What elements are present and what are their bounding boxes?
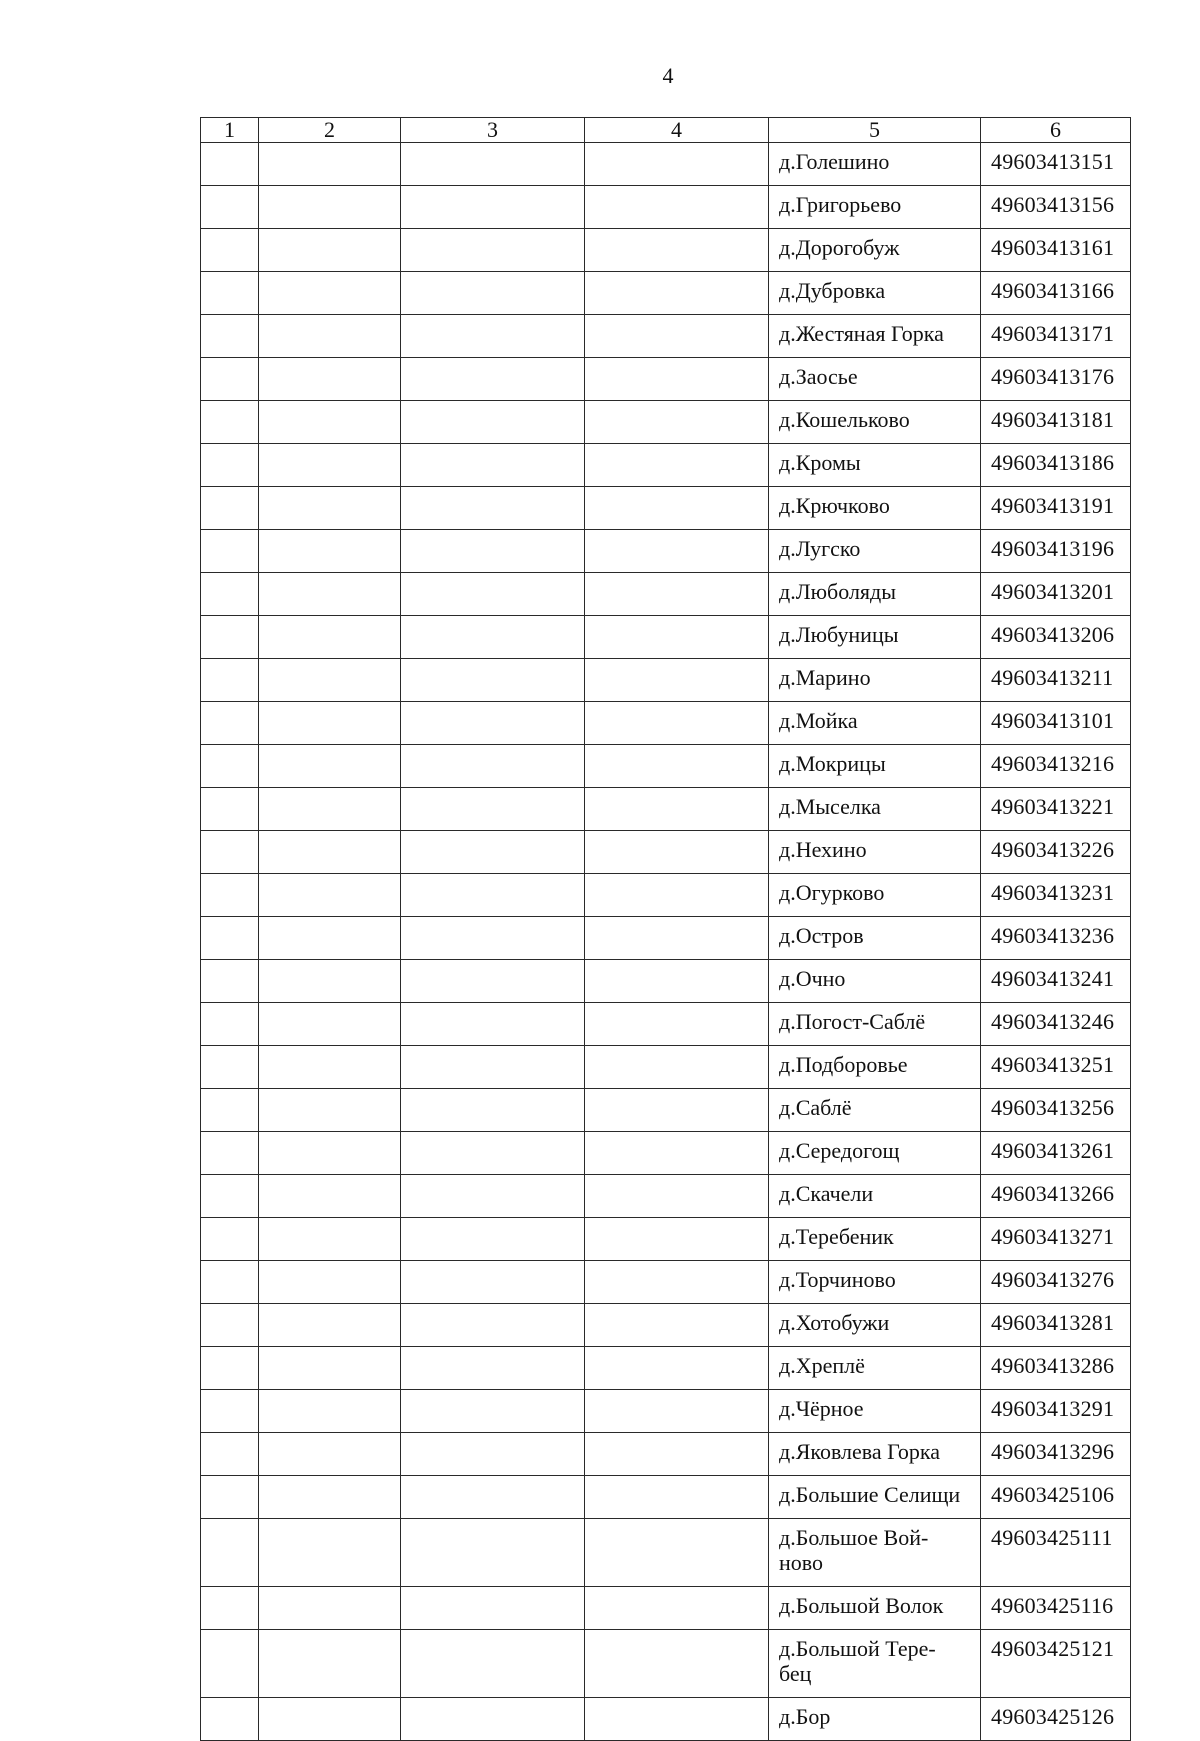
settlement-name: д.Подборовье: [769, 1046, 981, 1089]
settlement-code: 49603413196: [981, 530, 1131, 573]
empty-cell-col-4: [585, 1304, 769, 1347]
settlement-code: 49603425116: [981, 1587, 1131, 1630]
empty-cell-col-4: [585, 1347, 769, 1390]
settlement-code: 49603413191: [981, 487, 1131, 530]
settlement-name: д.Чёрное: [769, 1390, 981, 1433]
empty-cell-col-3: [401, 444, 585, 487]
column-number-1: 1: [201, 118, 259, 143]
table-row: [201, 573, 1131, 616]
empty-cell-col-2: [259, 401, 401, 444]
empty-cell-col-2: [259, 1304, 401, 1347]
settlement-name: д.Крючково: [769, 487, 981, 530]
empty-cell-col-4: [585, 186, 769, 229]
table-row: [201, 143, 1131, 186]
empty-cell-col-3: [401, 788, 585, 831]
empty-cell-col-4: [585, 831, 769, 874]
empty-cell-col-1: [201, 487, 259, 530]
empty-cell-col-4: [585, 702, 769, 745]
empty-cell-col-4: [585, 573, 769, 616]
settlement-name: д.Кромы: [769, 444, 981, 487]
settlement-code: 49603413151: [981, 143, 1131, 186]
empty-cell-col-3: [401, 1132, 585, 1175]
empty-cell-col-2: [259, 874, 401, 917]
empty-cell-col-4: [585, 1218, 769, 1261]
empty-cell-col-1: [201, 444, 259, 487]
settlement-code: 49603413176: [981, 358, 1131, 401]
empty-cell-col-4: [585, 616, 769, 659]
empty-cell-col-4: [585, 960, 769, 1003]
empty-cell-col-1: [201, 573, 259, 616]
empty-cell-col-1: [201, 960, 259, 1003]
table-row: [201, 960, 1131, 1003]
settlement-code: 49603413261: [981, 1132, 1131, 1175]
empty-cell-col-1: [201, 917, 259, 960]
empty-cell-col-2: [259, 831, 401, 874]
empty-cell-col-1: [201, 1519, 259, 1587]
settlement-name: д.Остров: [769, 917, 981, 960]
empty-cell-col-2: [259, 1089, 401, 1132]
empty-cell-col-1: [201, 616, 259, 659]
empty-cell-col-2: [259, 1261, 401, 1304]
settlement-code: 49603413291: [981, 1390, 1131, 1433]
table-row: [201, 186, 1131, 229]
empty-cell-col-4: [585, 315, 769, 358]
column-number-3: 3: [401, 118, 585, 143]
settlement-name: д.Большой Волок: [769, 1587, 981, 1630]
settlement-name: д.Голешино: [769, 143, 981, 186]
settlement-name: д.Нехино: [769, 831, 981, 874]
empty-cell-col-1: [201, 1476, 259, 1519]
empty-cell-col-1: [201, 1132, 259, 1175]
empty-cell-col-4: [585, 229, 769, 272]
empty-cell-col-2: [259, 487, 401, 530]
empty-cell-col-2: [259, 788, 401, 831]
empty-cell-col-3: [401, 874, 585, 917]
settlement-code: 49603413281: [981, 1304, 1131, 1347]
settlement-name: д.Хреплё: [769, 1347, 981, 1390]
empty-cell-col-3: [401, 1003, 585, 1046]
settlement-name: д.Лугско: [769, 530, 981, 573]
table-row: [201, 1046, 1131, 1089]
empty-cell-col-1: [201, 1046, 259, 1089]
settlement-code: 49603413181: [981, 401, 1131, 444]
table-body: [201, 143, 1131, 1741]
table-row: [201, 917, 1131, 960]
empty-cell-col-4: [585, 1261, 769, 1304]
empty-cell-col-1: [201, 1003, 259, 1046]
settlement-name: д.Бор: [769, 1698, 981, 1741]
empty-cell-col-3: [401, 186, 585, 229]
empty-cell-col-1: [201, 874, 259, 917]
settlement-name: д.Скачели: [769, 1175, 981, 1218]
table-row: [201, 272, 1131, 315]
empty-cell-col-3: [401, 831, 585, 874]
empty-cell-col-3: [401, 1175, 585, 1218]
empty-cell-col-4: [585, 1433, 769, 1476]
empty-cell-col-4: [585, 1698, 769, 1741]
empty-cell-col-3: [401, 530, 585, 573]
settlement-code: 49603413266: [981, 1175, 1131, 1218]
settlement-name: д.Жестяная Горка: [769, 315, 981, 358]
settlement-name: д.Огурково: [769, 874, 981, 917]
empty-cell-col-2: [259, 1132, 401, 1175]
empty-cell-col-3: [401, 401, 585, 444]
empty-cell-col-3: [401, 272, 585, 315]
settlement-name: д.Григорьево: [769, 186, 981, 229]
settlement-name: д.Марино: [769, 659, 981, 702]
empty-cell-col-4: [585, 745, 769, 788]
empty-cell-col-3: [401, 917, 585, 960]
empty-cell-col-2: [259, 1046, 401, 1089]
settlement-code: 49603413296: [981, 1433, 1131, 1476]
settlement-code: 49603413271: [981, 1218, 1131, 1261]
settlement-name: д.Мыселка: [769, 788, 981, 831]
empty-cell-col-1: [201, 1347, 259, 1390]
empty-cell-col-2: [259, 702, 401, 745]
empty-cell-col-4: [585, 1003, 769, 1046]
settlement-code: 49603425111: [981, 1519, 1131, 1587]
settlement-name: д.Мойка: [769, 702, 981, 745]
settlement-code: 49603425126: [981, 1698, 1131, 1741]
table-row: [201, 401, 1131, 444]
empty-cell-col-4: [585, 1630, 769, 1698]
settlement-name: д.Мокрицы: [769, 745, 981, 788]
empty-cell-col-3: [401, 1218, 585, 1261]
settlement-code: 49603413156: [981, 186, 1131, 229]
empty-cell-col-4: [585, 1519, 769, 1587]
settlement-name: д.Большие Селищи: [769, 1476, 981, 1519]
table-row: [201, 1698, 1131, 1741]
empty-cell-col-1: [201, 831, 259, 874]
empty-cell-col-1: [201, 788, 259, 831]
table-row: [201, 1476, 1131, 1519]
settlement-code: 49603413236: [981, 917, 1131, 960]
empty-cell-col-4: [585, 1046, 769, 1089]
empty-cell-col-4: [585, 1476, 769, 1519]
table-row: [201, 745, 1131, 788]
empty-cell-col-1: [201, 143, 259, 186]
empty-cell-col-1: [201, 1433, 259, 1476]
settlement-code: 49603413241: [981, 960, 1131, 1003]
table-row: [201, 1089, 1131, 1132]
empty-cell-col-3: [401, 745, 585, 788]
settlement-name: д.Большое Вой- ново: [769, 1519, 981, 1587]
settlement-code: 49603413201: [981, 573, 1131, 616]
settlement-code: 49603413286: [981, 1347, 1131, 1390]
empty-cell-col-1: [201, 1261, 259, 1304]
empty-cell-col-4: [585, 272, 769, 315]
empty-cell-col-1: [201, 1698, 259, 1741]
empty-cell-col-1: [201, 1089, 259, 1132]
settlement-name: д.Заосье: [769, 358, 981, 401]
column-number-2: 2: [259, 118, 401, 143]
settlement-name: д.Яковлева Горка: [769, 1433, 981, 1476]
empty-cell-col-2: [259, 1476, 401, 1519]
empty-cell-col-1: [201, 315, 259, 358]
column-number-5: 5: [769, 118, 981, 143]
empty-cell-col-4: [585, 1175, 769, 1218]
empty-cell-col-3: [401, 1476, 585, 1519]
settlement-code: 49603413226: [981, 831, 1131, 874]
settlement-code: 49603413216: [981, 745, 1131, 788]
table-row: [201, 659, 1131, 702]
empty-cell-col-3: [401, 616, 585, 659]
empty-cell-col-3: [401, 1089, 585, 1132]
empty-cell-col-1: [201, 229, 259, 272]
empty-cell-col-1: [201, 702, 259, 745]
table-row: [201, 1347, 1131, 1390]
empty-cell-col-2: [259, 1175, 401, 1218]
empty-cell-col-2: [259, 1587, 401, 1630]
settlement-code: 49603413186: [981, 444, 1131, 487]
empty-cell-col-4: [585, 1390, 769, 1433]
table-row: [201, 1003, 1131, 1046]
settlement-name: д.Любуницы: [769, 616, 981, 659]
empty-cell-col-4: [585, 1587, 769, 1630]
settlement-name: д.Хотобужи: [769, 1304, 981, 1347]
settlement-code: 49603413206: [981, 616, 1131, 659]
empty-cell-col-2: [259, 186, 401, 229]
empty-cell-col-2: [259, 229, 401, 272]
empty-cell-col-3: [401, 1587, 585, 1630]
empty-cell-col-2: [259, 917, 401, 960]
empty-cell-col-2: [259, 1630, 401, 1698]
column-number-4: 4: [585, 118, 769, 143]
empty-cell-col-3: [401, 960, 585, 1003]
table-row: [201, 358, 1131, 401]
settlement-code: 49603413276: [981, 1261, 1131, 1304]
empty-cell-col-2: [259, 143, 401, 186]
empty-cell-col-3: [401, 573, 585, 616]
empty-cell-col-4: [585, 487, 769, 530]
empty-cell-col-2: [259, 1698, 401, 1741]
empty-cell-col-3: [401, 315, 585, 358]
empty-cell-col-3: [401, 1304, 585, 1347]
settlement-code: 49603413101: [981, 702, 1131, 745]
empty-cell-col-4: [585, 1132, 769, 1175]
settlement-code: 49603413246: [981, 1003, 1131, 1046]
empty-cell-col-3: [401, 659, 585, 702]
table-row: [201, 1261, 1131, 1304]
empty-cell-col-2: [259, 1003, 401, 1046]
table-row: [201, 1587, 1131, 1630]
table-row: [201, 831, 1131, 874]
table-row: [201, 616, 1131, 659]
table-row: [201, 1519, 1131, 1587]
settlement-code: 49603425106: [981, 1476, 1131, 1519]
settlement-code: 49603413211: [981, 659, 1131, 702]
empty-cell-col-1: [201, 1587, 259, 1630]
empty-cell-col-3: [401, 358, 585, 401]
empty-cell-col-1: [201, 1390, 259, 1433]
empty-cell-col-4: [585, 788, 769, 831]
empty-cell-col-3: [401, 1046, 585, 1089]
empty-cell-col-4: [585, 659, 769, 702]
empty-cell-col-3: [401, 702, 585, 745]
settlement-code: 49603413166: [981, 272, 1131, 315]
settlement-code: 49603425121: [981, 1630, 1131, 1698]
empty-cell-col-3: [401, 229, 585, 272]
empty-cell-col-1: [201, 1304, 259, 1347]
table-row: [201, 315, 1131, 358]
page-number: 4: [662, 63, 674, 88]
table-row: [201, 229, 1131, 272]
empty-cell-col-2: [259, 659, 401, 702]
settlement-name: д.Середогощ: [769, 1132, 981, 1175]
empty-cell-col-1: [201, 745, 259, 788]
empty-cell-col-4: [585, 917, 769, 960]
table-row: [201, 487, 1131, 530]
empty-cell-col-3: [401, 1390, 585, 1433]
empty-cell-col-1: [201, 358, 259, 401]
empty-cell-col-2: [259, 530, 401, 573]
empty-cell-col-2: [259, 315, 401, 358]
empty-cell-col-2: [259, 1519, 401, 1587]
empty-cell-col-4: [585, 401, 769, 444]
empty-cell-col-4: [585, 143, 769, 186]
settlement-code: 49603413251: [981, 1046, 1131, 1089]
empty-cell-col-4: [585, 1089, 769, 1132]
empty-cell-col-1: [201, 1175, 259, 1218]
empty-cell-col-3: [401, 1698, 585, 1741]
empty-cell-col-3: [401, 1347, 585, 1390]
settlement-code: 49603413256: [981, 1089, 1131, 1132]
empty-cell-col-3: [401, 1519, 585, 1587]
settlement-name: д.Погост-Саблё: [769, 1003, 981, 1046]
settlements-table: [200, 117, 1131, 1741]
settlement-name: д.Теребеник: [769, 1218, 981, 1261]
empty-cell-col-3: [401, 1433, 585, 1476]
settlement-name: д.Кошельково: [769, 401, 981, 444]
column-number-row: [201, 118, 1131, 143]
empty-cell-col-2: [259, 573, 401, 616]
column-number-6: 6: [981, 118, 1131, 143]
settlement-code: 49603413171: [981, 315, 1131, 358]
table-row: [201, 530, 1131, 573]
table-row: [201, 788, 1131, 831]
empty-cell-col-2: [259, 745, 401, 788]
empty-cell-col-4: [585, 530, 769, 573]
table-row: [201, 1218, 1131, 1261]
table-row: [201, 444, 1131, 487]
settlement-name: д.Саблё: [769, 1089, 981, 1132]
settlement-code: 49603413161: [981, 229, 1131, 272]
empty-cell-col-1: [201, 659, 259, 702]
empty-cell-col-4: [585, 874, 769, 917]
table-row: [201, 1630, 1131, 1698]
settlement-code: 49603413231: [981, 874, 1131, 917]
empty-cell-col-1: [201, 186, 259, 229]
settlement-code: 49603413221: [981, 788, 1131, 831]
empty-cell-col-2: [259, 1347, 401, 1390]
table-row: [201, 1433, 1131, 1476]
empty-cell-col-1: [201, 1630, 259, 1698]
empty-cell-col-2: [259, 444, 401, 487]
empty-cell-col-4: [585, 358, 769, 401]
settlement-name: д.Большой Тере- бец: [769, 1630, 981, 1698]
empty-cell-col-2: [259, 616, 401, 659]
table-row: [201, 1304, 1131, 1347]
table-row: [201, 874, 1131, 917]
empty-cell-col-1: [201, 272, 259, 315]
settlement-name: д.Торчиново: [769, 1261, 981, 1304]
empty-cell-col-1: [201, 530, 259, 573]
empty-cell-col-2: [259, 1390, 401, 1433]
empty-cell-col-3: [401, 487, 585, 530]
empty-cell-col-3: [401, 143, 585, 186]
empty-cell-col-4: [585, 444, 769, 487]
empty-cell-col-2: [259, 1433, 401, 1476]
table-row: [201, 1175, 1131, 1218]
empty-cell-col-1: [201, 401, 259, 444]
empty-cell-col-3: [401, 1630, 585, 1698]
empty-cell-col-2: [259, 960, 401, 1003]
settlement-name: д.Дорогобуж: [769, 229, 981, 272]
empty-cell-col-2: [259, 358, 401, 401]
empty-cell-col-3: [401, 1261, 585, 1304]
settlement-name: д.Люболяды: [769, 573, 981, 616]
empty-cell-col-2: [259, 272, 401, 315]
empty-cell-col-2: [259, 1218, 401, 1261]
table-row: [201, 702, 1131, 745]
settlement-name: д.Очно: [769, 960, 981, 1003]
empty-cell-col-1: [201, 1218, 259, 1261]
table-row: [201, 1132, 1131, 1175]
settlement-name: д.Дубровка: [769, 272, 981, 315]
table-row: [201, 1390, 1131, 1433]
